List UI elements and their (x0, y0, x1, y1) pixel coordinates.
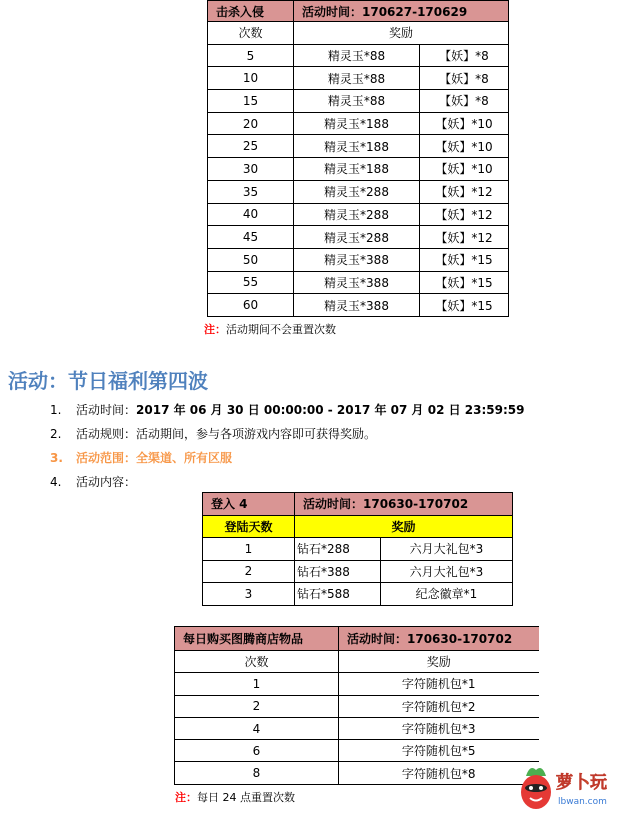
table-row (175, 673, 539, 695)
login-day-cell: 2 (203, 560, 295, 583)
kill-table-title: 击杀入侵 (208, 1, 294, 22)
kill-reward2-cell: 【妖】*8 (420, 67, 509, 90)
kill-reward2-cell: 【妖】*15 (420, 294, 509, 317)
table-row (208, 44, 509, 67)
info-value: 全渠道、所有区服 (136, 451, 233, 465)
info-number: 1. (50, 403, 62, 417)
table-row (208, 294, 509, 317)
info-value: 活动期间，参与各项游戏内容即可获得奖励。 (136, 427, 377, 441)
info-item-rules (0, 424, 600, 448)
table-row (175, 717, 539, 739)
login-reward2-cell: 六月大礼包*3 (381, 560, 513, 583)
kill-reward1-cell: 精灵玉*188 (294, 158, 420, 181)
login-reward1-cell: 钻石*388 (295, 560, 381, 583)
buy-reward-cell: 字符随机包*5 (339, 740, 539, 762)
kill-count-cell: 55 (208, 271, 294, 294)
login-day-cell: 3 (203, 583, 295, 606)
section-title: 活动：节日福利第四波 (8, 369, 208, 393)
buy-table-title: 每日购买图腾商店物品 (175, 627, 339, 651)
kill-reward2-cell: 【妖】*8 (420, 90, 509, 113)
table-row (203, 583, 513, 606)
kill-reward1-cell: 精灵玉*288 (294, 226, 420, 249)
login-reward2-cell: 纪念徽章*1 (381, 583, 513, 606)
kill-reward1-cell: 精灵玉*288 (294, 180, 420, 203)
kill-count-cell: 40 (208, 203, 294, 226)
table-row (208, 203, 509, 226)
kill-col-count: 次数 (208, 22, 294, 45)
watermark-sub: lbwan.com (558, 797, 607, 807)
table-row (208, 248, 509, 271)
table-row (208, 180, 509, 203)
buy-col-reward: 奖励 (339, 651, 539, 673)
buy-count-cell: 1 (175, 673, 339, 695)
note-label: 注： (175, 791, 197, 804)
login-reward2-cell: 六月大礼包*3 (381, 538, 513, 561)
activity-info-list (0, 400, 600, 496)
buy-count-cell: 2 (175, 695, 339, 717)
login-day-cell: 1 (203, 538, 295, 561)
kill-reward1-cell: 精灵玉*88 (294, 67, 420, 90)
login-col-days: 登陆天数 (203, 515, 295, 538)
table-row (208, 158, 509, 181)
table-row (208, 90, 509, 113)
kill-reward1-cell: 精灵玉*88 (294, 44, 420, 67)
buy-table-note (175, 789, 295, 805)
kill-reward1-cell: 精灵玉*188 (294, 112, 420, 135)
info-label: 活动内容： (76, 475, 137, 489)
kill-count-cell: 30 (208, 158, 294, 181)
kill-reward1-cell: 精灵玉*388 (294, 294, 420, 317)
kill-reward2-cell: 【妖】*10 (420, 158, 509, 181)
buy-reward-cell: 字符随机包*8 (339, 762, 539, 784)
table-row (175, 740, 539, 762)
note-label: 注： (204, 323, 226, 336)
kill-count-cell: 25 (208, 135, 294, 158)
table-row (208, 135, 509, 158)
buy-reward-cell: 字符随机包*3 (339, 717, 539, 739)
table-row (208, 67, 509, 90)
kill-invasion-table (207, 0, 509, 317)
kill-reward1-cell: 精灵玉*388 (294, 248, 420, 271)
kill-count-cell: 10 (208, 67, 294, 90)
table-row (175, 762, 539, 784)
table-row (208, 112, 509, 135)
table-row (208, 226, 509, 249)
kill-reward1-cell: 精灵玉*388 (294, 271, 420, 294)
buy-reward-cell: 字符随机包*2 (339, 695, 539, 717)
info-number: 4. (50, 475, 62, 489)
kill-count-cell: 50 (208, 248, 294, 271)
watermark-text: 萝卜玩 (556, 773, 607, 793)
info-label: 活动范围： (76, 451, 137, 465)
kill-reward2-cell: 【妖】*8 (420, 44, 509, 67)
info-label: 活动规则： (76, 427, 137, 441)
login-reward1-cell: 钻石*588 (295, 583, 381, 606)
buy-reward-cell: 字符随机包*1 (339, 673, 539, 695)
table-row (203, 560, 513, 583)
login-table-period: 活动时间：170630-170702 (295, 493, 513, 516)
kill-reward2-cell: 【妖】*15 (420, 248, 509, 271)
table-row (208, 271, 509, 294)
kill-reward2-cell: 【妖】*10 (420, 135, 509, 158)
kill-reward2-cell: 【妖】*12 (420, 203, 509, 226)
info-item-time (0, 400, 600, 424)
buy-count-cell: 6 (175, 740, 339, 762)
kill-reward2-cell: 【妖】*12 (420, 226, 509, 249)
kill-count-cell: 45 (208, 226, 294, 249)
info-item-scope (0, 448, 600, 472)
note-text: 活动期间不会重置次数 (226, 323, 336, 336)
table-row (175, 695, 539, 717)
daily-buy-table (174, 626, 539, 785)
kill-table-period: 活动时间：170627-170629 (294, 1, 509, 22)
table-row (203, 538, 513, 561)
kill-table-note (204, 321, 336, 337)
buy-count-cell: 8 (175, 762, 339, 784)
info-label: 活动时间： (76, 403, 137, 417)
kill-count-cell: 5 (208, 44, 294, 67)
kill-count-cell: 20 (208, 112, 294, 135)
info-value: 2017 年 06 月 30 日 00:00:00 - 2017 年 07 月 02 日 23:59:59 (136, 403, 525, 417)
buy-col-count: 次数 (175, 651, 339, 673)
kill-reward1-cell: 精灵玉*88 (294, 90, 420, 113)
kill-reward2-cell: 【妖】*12 (420, 180, 509, 203)
buy-count-cell: 4 (175, 717, 339, 739)
note-text: 每日 24 点重置次数 (197, 791, 295, 804)
kill-reward2-cell: 【妖】*15 (420, 271, 509, 294)
buy-table-period: 活动时间：170630-170702 (339, 627, 539, 651)
kill-reward1-cell: 精灵玉*188 (294, 135, 420, 158)
login-reward-table (202, 492, 513, 606)
radish-mascot-icon (521, 768, 551, 809)
watermark-logo (516, 760, 616, 816)
kill-count-cell: 15 (208, 90, 294, 113)
login-reward1-cell: 钻石*288 (295, 538, 381, 561)
kill-col-reward: 奖励 (294, 22, 509, 45)
login-table-title: 登入 4 (203, 493, 295, 516)
kill-count-cell: 60 (208, 294, 294, 317)
login-col-reward: 奖励 (295, 515, 513, 538)
kill-reward2-cell: 【妖】*10 (420, 112, 509, 135)
kill-count-cell: 35 (208, 180, 294, 203)
kill-reward1-cell: 精灵玉*288 (294, 203, 420, 226)
info-number: 3. (50, 451, 63, 465)
info-number: 2. (50, 427, 62, 441)
